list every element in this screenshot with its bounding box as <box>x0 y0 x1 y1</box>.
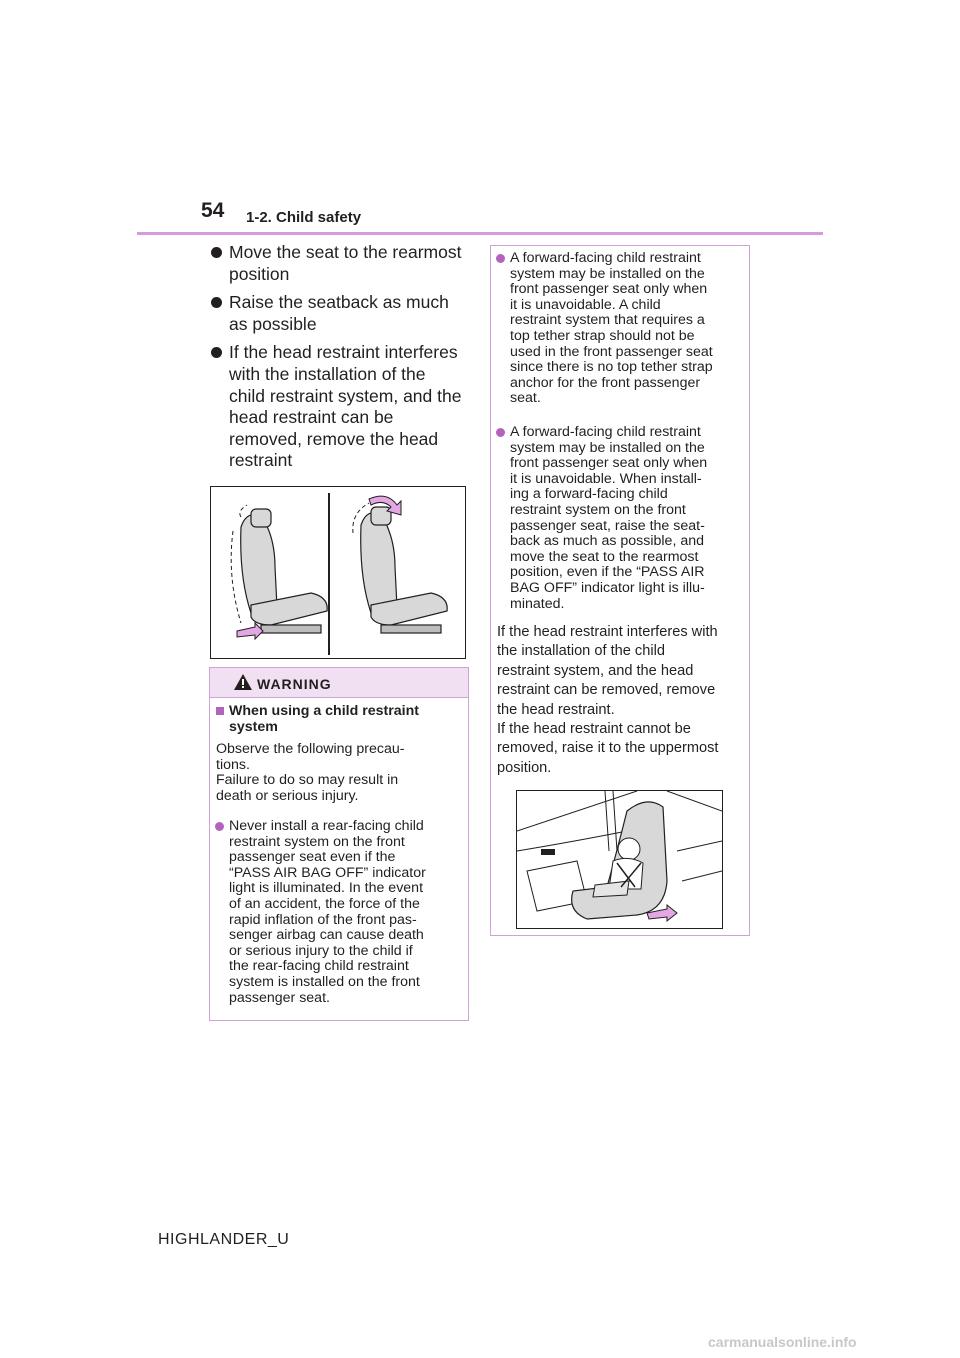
bullet-item: Move the seat to the rearmost position <box>210 242 472 285</box>
footer-model-code: HIGHLANDER_U <box>158 1231 290 1248</box>
child-seat-graphic <box>517 791 722 928</box>
bullet-item: Raise the seatback as much as possible <box>210 292 472 335</box>
bullet-dot-icon <box>211 347 222 358</box>
header-rule <box>137 232 823 235</box>
warning-box <box>209 667 469 1021</box>
page-number: 54 <box>201 199 225 222</box>
warning-item: Never install a rear-facing child restraint system on the front passenger seat even if the “PASS AIR BAG OFF” indicator light is illuminated. In the event of an accident, the force of the rapid inflation of the front pas- senger airbag can cause death or serious injury to the child if the rear-facing child restraint system is installed on the front passenger seat. <box>210 819 468 1006</box>
warning-title: WARNING <box>257 676 332 692</box>
bullet-dot-icon <box>211 297 222 308</box>
warning-heading: When using a child restraint system <box>210 704 468 735</box>
warning-item: A forward-facing child restraint system may be installed on the front passenger seat only when it is unavoidable. When install- ing a forward-facing child restraint system on the front passenger seat, raise the seat- back as much as possible, and move the seat to the rearmost position, even if the “PASS AIR BAG OFF” indicator light is illu- minated. <box>491 425 749 612</box>
section-title: 1-2. Child safety <box>246 209 362 226</box>
warning-item: A forward-facing child restraint system may be installed on the front passenger seat only when it is unavoidable. A child restraint system that requires a top tether strap should not be used in the front passenger seat since there is no top tether strap anchor for the front passenger seat. <box>491 251 749 407</box>
bullet-dot-icon <box>496 254 505 263</box>
bullet-dot-icon <box>211 247 222 258</box>
watermark: carmanualsonline.info <box>708 1334 857 1350</box>
bullet-item: If the head restraint interferes with the installation of the child restraint system, and the head restraint can be removed, remove the head restraint <box>210 342 472 472</box>
head-restraint-paragraph: If the head restraint interferes with the installation of the child restraint system, and the head restraint can be removed, remove the head restraint. If the head restraint cannot be removed, raise it to the uppermost position. <box>497 624 719 776</box>
warning-triangle-icon <box>233 673 253 691</box>
instruction-list <box>210 242 472 479</box>
warning-intro: Observe the following precau- tions. Failure to do so may result in death or serious injury. <box>216 741 405 804</box>
bullet-dot-icon <box>496 428 505 437</box>
warning-header <box>210 668 468 698</box>
square-bullet-icon <box>216 707 224 715</box>
bullet-dot-icon <box>215 822 224 831</box>
child-restraint-illustration <box>516 790 723 929</box>
seat-illustration-graphic <box>211 487 465 658</box>
seat-adjustment-illustration <box>210 486 466 659</box>
